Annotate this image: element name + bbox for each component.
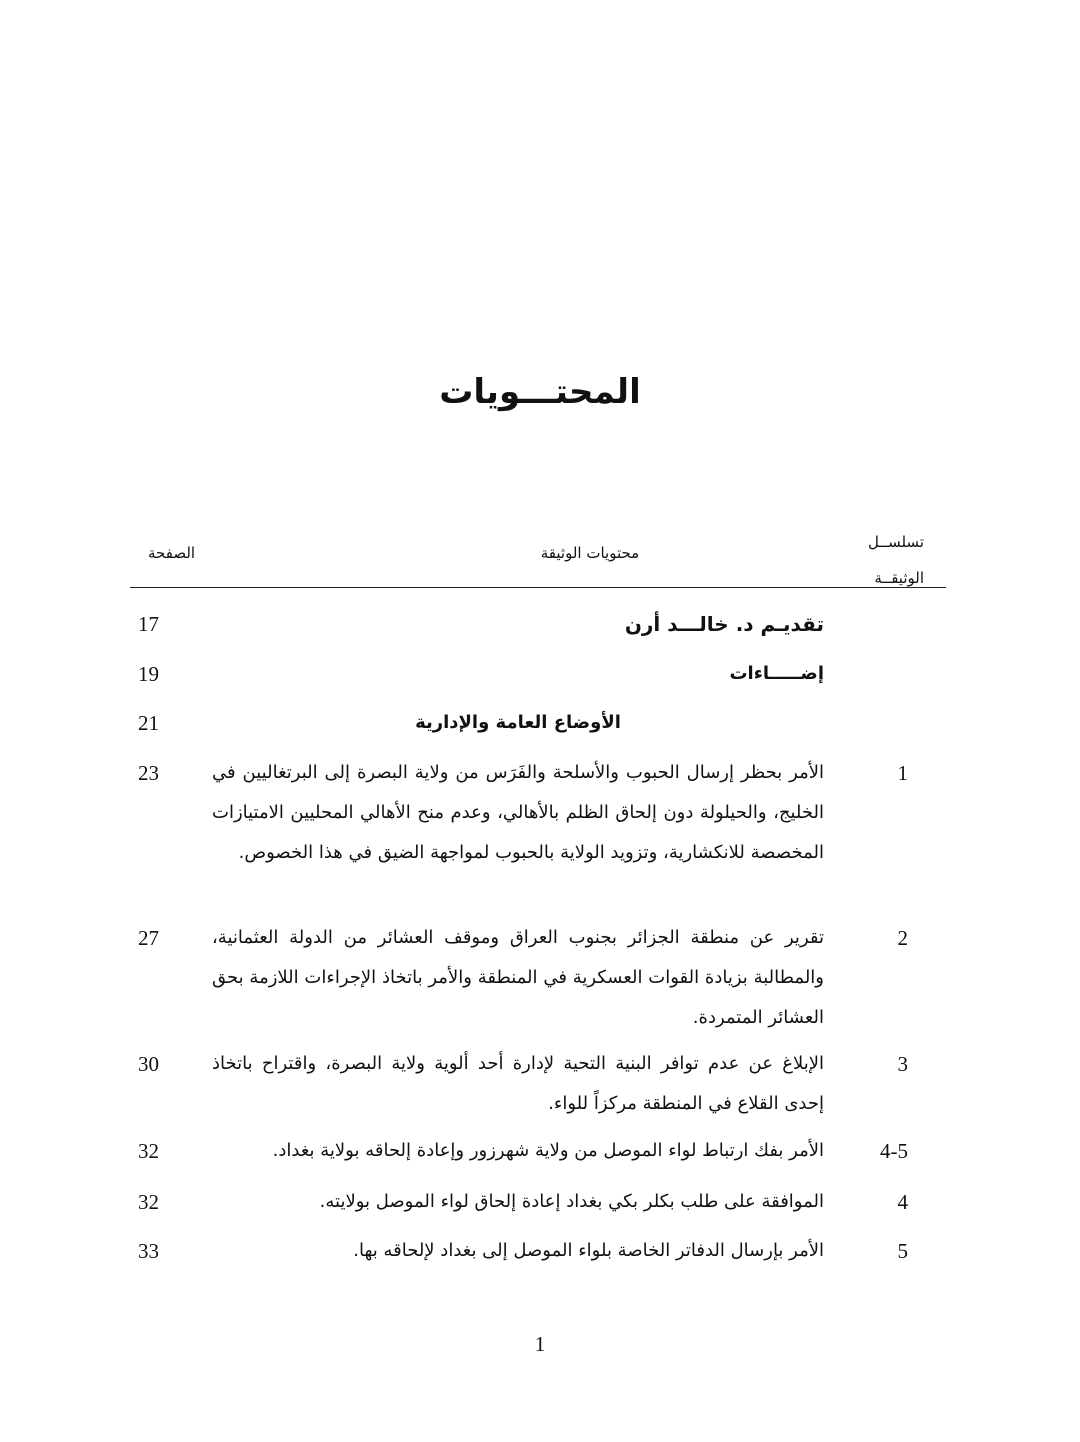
toc-entry-text: الأمر بحظر إرسال الحبوب والأسلحة والفَرَس من ولاية البصرة إلى البرتغاليين في الخليج، والحيلولة دون إلحاق الظلم بالأهالي، وعدم منح الأهالي المحليين الامتيازات المخصصة للانكشارية، وتزويد الولاية بالحبوب لمواجهة الضيق في هذا الخصوص.	[212, 762, 824, 863]
toc-entry-text: تقرير عن منطقة الجزائر بجنوب العراق وموقف العشائر من الدولة العثمانية، والمطالبة بزيادة القوات العسكرية في المنطقة والأمر باتخاذ الإجراءات اللازمة بحق العشائر المتمردة.	[212, 927, 824, 1028]
page-title: المحتـــويات	[439, 372, 641, 412]
toc-serial: 2	[897, 926, 908, 950]
table-header-serial	[824, 524, 924, 596]
toc-page-number: 32	[138, 1190, 159, 1214]
toc-page-number: 23	[138, 761, 159, 785]
toc-entry-text: الأمر بإرسال الدفاتر الخاصة بلواء الموصل إلى بغداد لإلحاقه بها.	[353, 1240, 824, 1261]
table-header-serial-line2: الوثيقــة	[874, 569, 924, 587]
table-header-divider	[130, 587, 946, 588]
toc-page-number: 19	[138, 662, 159, 686]
toc-section-heading: الأوضاع العامة والإدارية	[415, 712, 621, 733]
toc-page-number: 21	[138, 711, 159, 735]
toc-entry-text: تقديـم د. خالـــد أرن	[624, 612, 824, 636]
toc-serial: 3	[897, 1052, 908, 1076]
toc-serial: 5	[897, 1239, 908, 1263]
toc-entry-text: إضـــــاءات	[729, 663, 824, 684]
toc-entry-text: الإبلاغ عن عدم توافر البنية التحية لإدارة أحد ألوية ولاية البصرة، واقتراح باتخاذ إحدى القلاع في المنطقة مركزاً للواء.	[212, 1053, 824, 1114]
toc-page-number: 17	[138, 612, 159, 636]
toc-serial: 4-5	[880, 1139, 908, 1163]
toc-page-number: 32	[138, 1139, 159, 1163]
toc-page-number: 27	[138, 926, 159, 950]
toc-page-number: 33	[138, 1239, 159, 1263]
table-header-serial-line1: تسلســل	[867, 533, 924, 551]
toc-page-number: 30	[138, 1052, 159, 1076]
toc-serial: 1	[897, 761, 908, 785]
table-header-contents: محتويات الوثيقة	[540, 544, 640, 562]
toc-entry-text: الموافقة على طلب بكلر بكي بغداد إعادة إلحاق لواء الموصل بولايته.	[319, 1191, 824, 1212]
toc-entry-text: الأمر بفك ارتباط لواء الموصل من ولاية شهرزور وإعادة إلحاقه بولاية بغداد.	[272, 1140, 824, 1161]
table-header-page: الصفحة	[148, 544, 196, 562]
page-number: 1	[534, 1332, 546, 1356]
toc-serial: 4	[897, 1190, 908, 1214]
